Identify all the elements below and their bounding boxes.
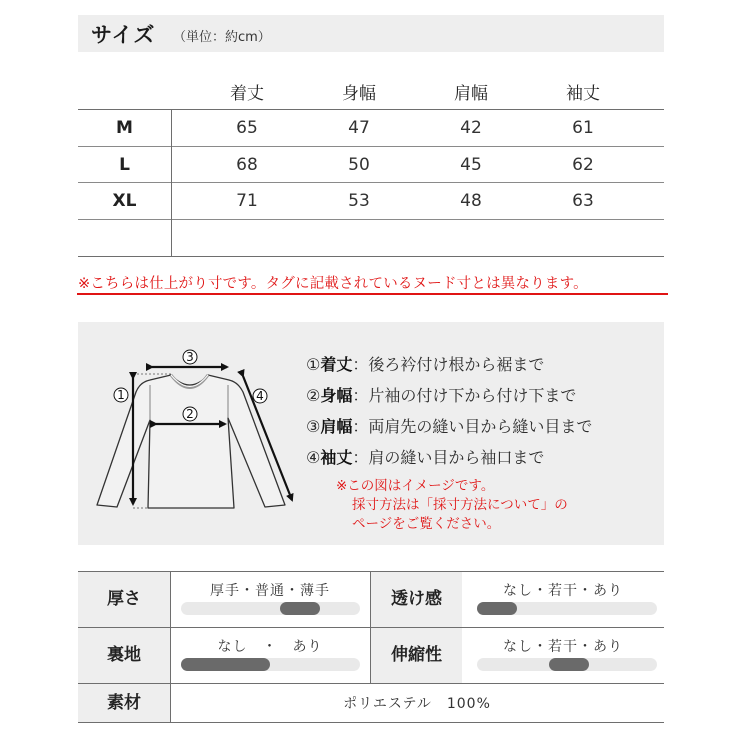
- cell-shoulder-width: 42: [460, 118, 482, 138]
- table-row-l: [78, 147, 664, 183]
- measurement-guide-panel: [78, 322, 664, 545]
- svg-text:3: 3: [186, 350, 194, 364]
- cell-length: 68: [236, 155, 258, 175]
- thickness-indicator: [280, 602, 320, 615]
- transparency-scale: [477, 602, 657, 615]
- legend-term: 肩幅: [320, 417, 353, 436]
- label-material: 素材: [78, 684, 170, 722]
- svg-text:4: 4: [256, 389, 264, 403]
- image-note-line-3: ページをご覧ください。: [352, 516, 501, 532]
- legend-term: 身幅: [320, 386, 353, 405]
- legend-number: ①: [306, 355, 321, 374]
- lining-options: なし ・ あり: [217, 639, 323, 655]
- table-divider: [78, 722, 664, 723]
- legend-description: ：後ろ衿付け根から裾まで: [352, 355, 545, 374]
- size-header: [78, 15, 664, 52]
- legend-number: ③: [306, 417, 321, 436]
- size-label: M: [116, 118, 133, 138]
- legend-term: 袖丈: [320, 448, 353, 467]
- column-header-length: 着丈: [230, 84, 264, 104]
- column-header-body-width: 身幅: [342, 84, 376, 104]
- material-value: ポリエステル 100%: [343, 696, 491, 712]
- svg-text:2: 2: [186, 407, 194, 421]
- label-lining: 裏地: [78, 628, 170, 683]
- label-transparency: 透け感: [371, 572, 462, 627]
- thickness-scale: [181, 602, 360, 615]
- legend-description: ：両肩先の縫い目から縫い目まで: [352, 417, 593, 436]
- cell-sleeve-length: 62: [572, 155, 594, 175]
- cell-body-width: 53: [348, 191, 370, 211]
- lining-indicator: [181, 658, 270, 671]
- cell-sleeve-length: 63: [572, 191, 594, 211]
- label-thickness: 厚さ: [78, 572, 170, 627]
- table-row-m: [78, 110, 664, 146]
- cell-shoulder-width: 45: [460, 155, 482, 175]
- legend-number: ④: [306, 448, 321, 467]
- legend-description: ：肩の縫い目から袖口まで: [352, 448, 545, 467]
- column-header-sleeve-length: 袖丈: [566, 84, 600, 104]
- size-label: XL: [112, 191, 137, 211]
- fabric-attributes-table: [78, 571, 664, 723]
- size-table-header: [78, 70, 664, 109]
- transparency-options: なし・若干・あり: [503, 583, 623, 599]
- svg-text:1: 1: [117, 388, 125, 402]
- legend-item-sleeve-length: [306, 445, 544, 468]
- cell-body-width: 47: [348, 118, 370, 138]
- legend-term: 着丈: [320, 355, 353, 374]
- stretch-scale: [477, 658, 657, 671]
- shirt-diagram-icon: [78, 322, 308, 545]
- cell-length: 71: [236, 191, 258, 211]
- finished-size-note: ※こちらは仕上がり寸です。タグに記載されているヌード寸とは異なります。: [78, 276, 588, 292]
- legend-number: ②: [306, 386, 321, 405]
- table-divider: [78, 256, 664, 257]
- legend-item-shoulder-width: [306, 414, 592, 437]
- note-underline: [77, 293, 668, 295]
- label-stretch: 伸縮性: [371, 628, 462, 683]
- thickness-options: 厚手・普通・薄手: [210, 583, 330, 599]
- table-row-xl: [78, 183, 664, 219]
- column-header-shoulder-width: 肩幅: [454, 84, 488, 104]
- image-note-line-1: ※この図はイメージです。: [336, 478, 495, 494]
- legend-description: ：片袖の付け下から付け下まで: [352, 386, 577, 405]
- cell-length: 65: [236, 118, 258, 138]
- size-label: L: [119, 155, 130, 175]
- lining-scale: [181, 658, 360, 671]
- legend-item-length: [306, 352, 544, 375]
- image-note-line-2: 採寸方法は「採寸方法について」の: [352, 497, 568, 513]
- cell-shoulder-width: 48: [460, 191, 482, 211]
- legend-item-body-width: [306, 383, 576, 406]
- stretch-indicator: [549, 658, 589, 671]
- cell-body-width: 50: [348, 155, 370, 175]
- stretch-options: なし・若干・あり: [503, 639, 623, 655]
- size-unit: （単位：約cm）: [173, 30, 271, 45]
- table-row-empty: [78, 220, 664, 256]
- size-title: サイズ: [91, 23, 156, 47]
- cell-sleeve-length: 61: [572, 118, 594, 138]
- transparency-indicator: [477, 602, 517, 615]
